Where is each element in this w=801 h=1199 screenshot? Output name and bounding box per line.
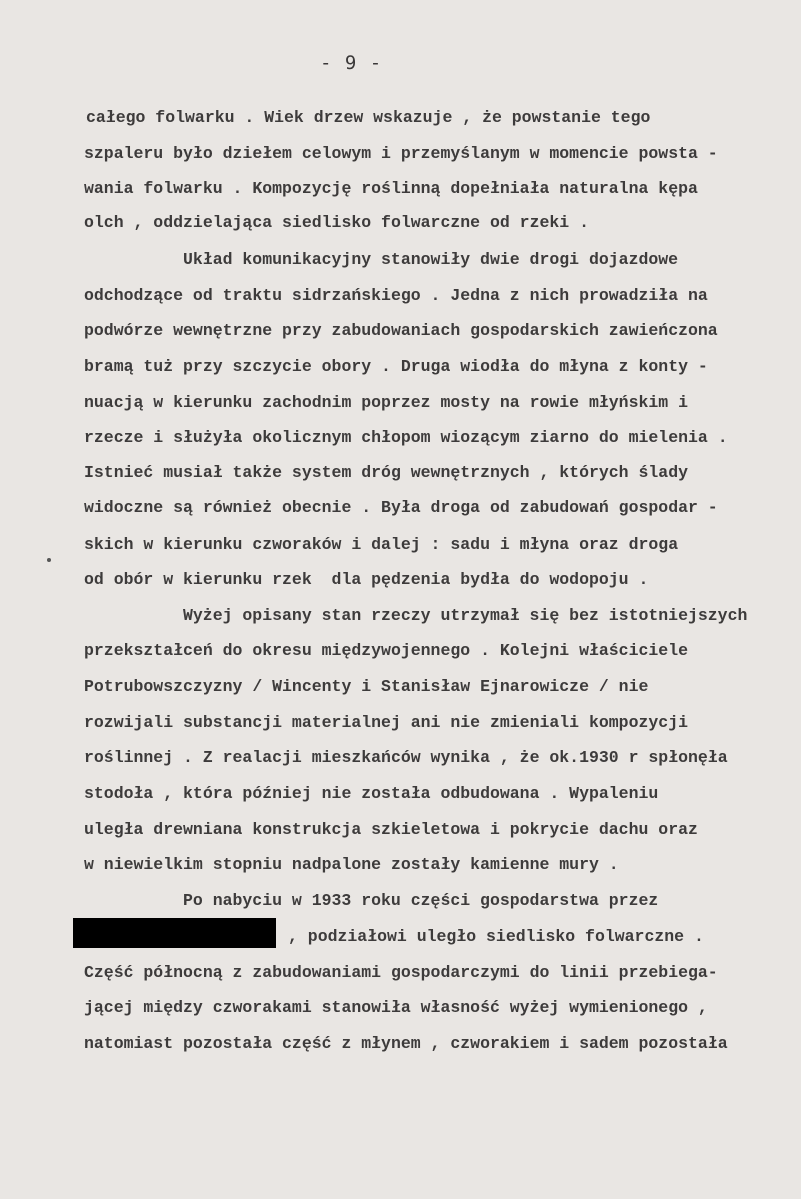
text-line: uległa drewniana konstrukcja szkieletowa i pokrycie dachu oraz xyxy=(84,820,698,839)
text-line: całego folwarku . Wiek drzew wskazuje , że powstanie tego xyxy=(86,108,651,127)
text-line: nuacją w kierunku zachodnim poprzez mosty na rowie młyńskim i xyxy=(84,393,688,412)
text-line: rozwijali substancji materialnej ani nie zmieniali kompozycji xyxy=(84,713,688,732)
text-line: stodoła , która później nie została odbudowana . Wypaleniu xyxy=(84,784,659,803)
text-line: Wyżej opisany stan rzeczy utrzymał się bez istotniejszych xyxy=(183,606,748,625)
text-line: , podziałowi uległo siedlisko folwarczne . xyxy=(288,927,704,946)
text-line: roślinnej . Z realacji mieszkańców wynika , że ok.1930 r spłonęła xyxy=(84,748,728,767)
text-line: Potrubowszczyzny / Wincenty i Stanisław Ejnarowicze / nie xyxy=(84,677,649,696)
text-line: wania folwarku . Kompozycję roślinną dopełniała naturalna kępa xyxy=(84,179,698,198)
text-line: w niewielkim stopniu nadpalone zostały kamienne mury . xyxy=(84,855,619,874)
text-line: natomiast pozostała część z młynem , czworakiem i sadem pozostała xyxy=(84,1034,728,1053)
text-line: Część północną z zabudowaniami gospodarczymi do linii przebiega- xyxy=(84,963,718,982)
page-number: - 9 - xyxy=(320,52,383,74)
redaction-bar xyxy=(73,918,276,948)
text-line: Po nabyciu w 1933 roku części gospodarstwa przez xyxy=(183,891,659,910)
text-line: od obór w kierunku rzek dla pędzenia bydła do wodopoju . xyxy=(84,570,649,589)
text-line: bramą tuż przy szczycie obory . Druga wiodła do młyna z konty - xyxy=(84,357,708,376)
stray-ink-mark xyxy=(47,558,51,562)
text-line: Istnieć musiał także system dróg wewnętrznych , których ślady xyxy=(84,463,688,482)
text-line: rzecze i służyła okolicznym chłopom wiozącym ziarno do mielenia . xyxy=(84,428,728,447)
text-line: odchodzące od traktu sidrzańskiego . Jedna z nich prowadziła na xyxy=(84,286,708,305)
text-line: szpaleru było dziełem celowym i przemyślanym w momencie powsta - xyxy=(84,144,718,163)
text-line: skich w kierunku czworaków i dalej : sadu i młyna oraz droga xyxy=(84,535,679,554)
text-line: przekształceń do okresu międzywojennego . Kolejni właściciele xyxy=(84,641,688,660)
text-line: jącej między czworakami stanowiła własność wyżej wymienionego , xyxy=(84,998,708,1017)
text-line: Układ komunikacyjny stanowiły dwie drogi dojazdowe xyxy=(183,250,679,269)
text-line: olch , oddzielająca siedlisko folwarczne od rzeki . xyxy=(84,213,589,232)
text-line: widoczne są również obecnie . Była droga od zabudowań gospodar - xyxy=(84,498,718,517)
text-line: podwórze wewnętrzne przy zabudowaniach gospodarskich zawieńczona xyxy=(84,321,718,340)
